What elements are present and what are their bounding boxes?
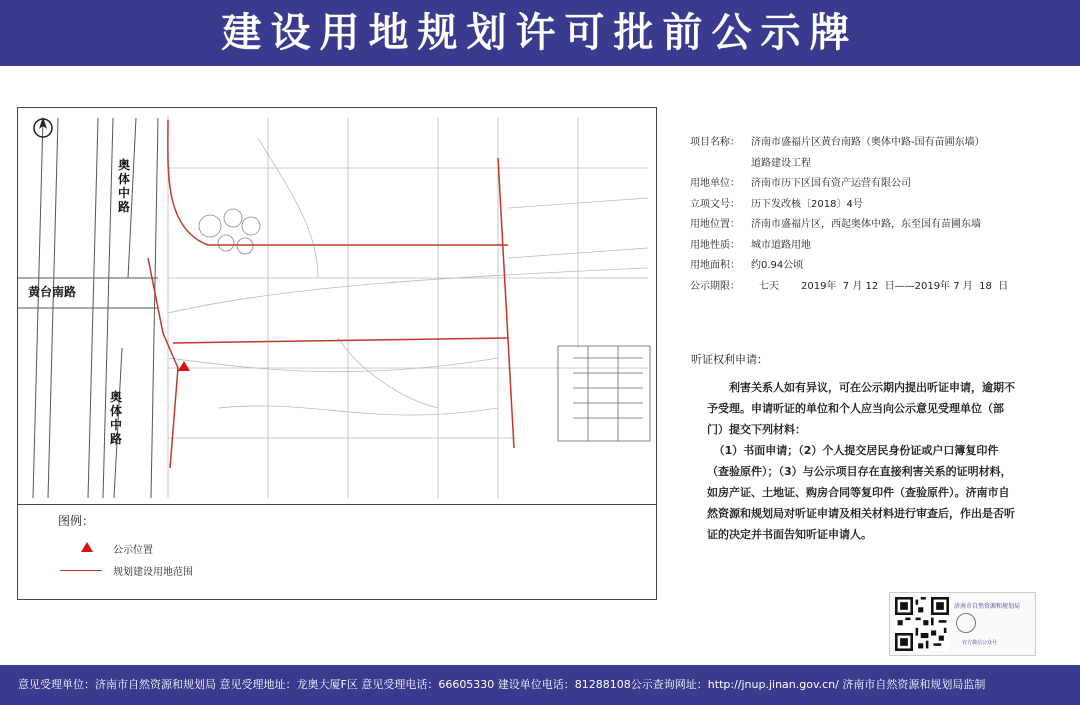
land-location-value: 济南市盛福片区，西起奥体中路，东至国有苗圃东墙 (751, 219, 981, 230)
project-name-row-2 (690, 154, 1060, 175)
notice-period-dates: 2019年 7 月 12 日——2019年 7 月 18 日 (801, 280, 1009, 292)
road-label-aoti-upper: 奥体中路 (118, 158, 131, 214)
project-name-value-2: 道路建设工程 (751, 157, 811, 169)
approval-doc-row (690, 195, 1060, 216)
land-area-row (690, 256, 1060, 277)
land-unit-row (690, 174, 1060, 195)
qr-code-icon (895, 597, 949, 651)
land-unit-label: 用地单位： (690, 178, 740, 189)
land-nature-label: 用地性质： (690, 239, 740, 251)
approval-doc-value: 历下发改核〔2018〕4号 (751, 198, 863, 210)
notice-period-days: 七天 (759, 280, 779, 292)
project-info (690, 133, 1060, 297)
qr-title: 济南市自然资源和规划局 (954, 603, 1021, 610)
notice-period-label: 公示期限： (690, 280, 740, 292)
site-plan-map (17, 107, 657, 505)
hearing-paragraph-2: （1）书面申请；（2）个人提交居民身份证或户口簿复印件（查验原件）；（3）与公示项目存在直接利害关系的证明材料，如房产证、土地证、购房合同等复印件（查验原件）。济南市自然资源和规划局对听证申请及相关材料进行审查后，作出是否听证的决定并书面告知听证申请人。 (707, 444, 1015, 541)
approval-doc-label: 立项文号： (690, 198, 740, 210)
notice-marker-icon (81, 542, 93, 552)
project-name-label: 项目名称： (690, 137, 740, 148)
legend-marker-label: 公示位置 (113, 545, 153, 556)
land-area-value: 约0.94公顷 (751, 260, 804, 271)
road-label-huangtai: 黄台南路 (28, 285, 77, 299)
legend-panel (17, 505, 657, 600)
wechat-qr-card (889, 592, 1036, 656)
hearing-paragraph-1: 利害关系人如有异议，可在公示期内提出听证申请，逾期不予受理。申请听证的单位和个人应当向公示意见受理单位（部门）提交下列材料： (707, 381, 1015, 436)
notice-location-marker-icon (178, 361, 190, 371)
footer-text: 意见受理单位：济南市自然资源和规划局 意见受理地址：龙奥大厦F区 意见受理电话：66605330 建设单位电话：81288108公示查询网址：http://jnup.jinan.gov.cn/ 济南市自然资源和规划局监制 (18, 678, 986, 691)
land-location-label: 用地位置： (690, 219, 740, 230)
bureau-seal-icon (956, 613, 976, 633)
qr-subtitle: 官方微信公众号 (962, 640, 998, 646)
project-name-row (690, 133, 1060, 154)
hearing-body (707, 377, 1015, 545)
legend-title: 图例： (58, 514, 95, 528)
land-nature-value: 城市道路用地 (751, 239, 811, 251)
project-name-value: 济南市盛福片区黄台南路（奥体中路-国有苗圃东墙） (751, 137, 985, 148)
hearing-title: 听证权利申请： (691, 353, 768, 366)
boundary-line-icon (60, 570, 102, 571)
road-label-aoti-lower: 奥体中路 (110, 390, 123, 446)
land-nature-row (690, 236, 1060, 257)
page-title: 建设用地规划许可批前公示牌 (221, 10, 859, 56)
land-unit-value: 济南市历下区国有资产运营有限公司 (751, 178, 911, 189)
land-location-row (690, 215, 1060, 236)
land-area-label: 用地面积： (690, 260, 740, 271)
notice-period-row (690, 277, 1060, 298)
planning-boundary-line (148, 120, 514, 468)
legend-line-label: 规划建设用地范围 (113, 567, 193, 578)
